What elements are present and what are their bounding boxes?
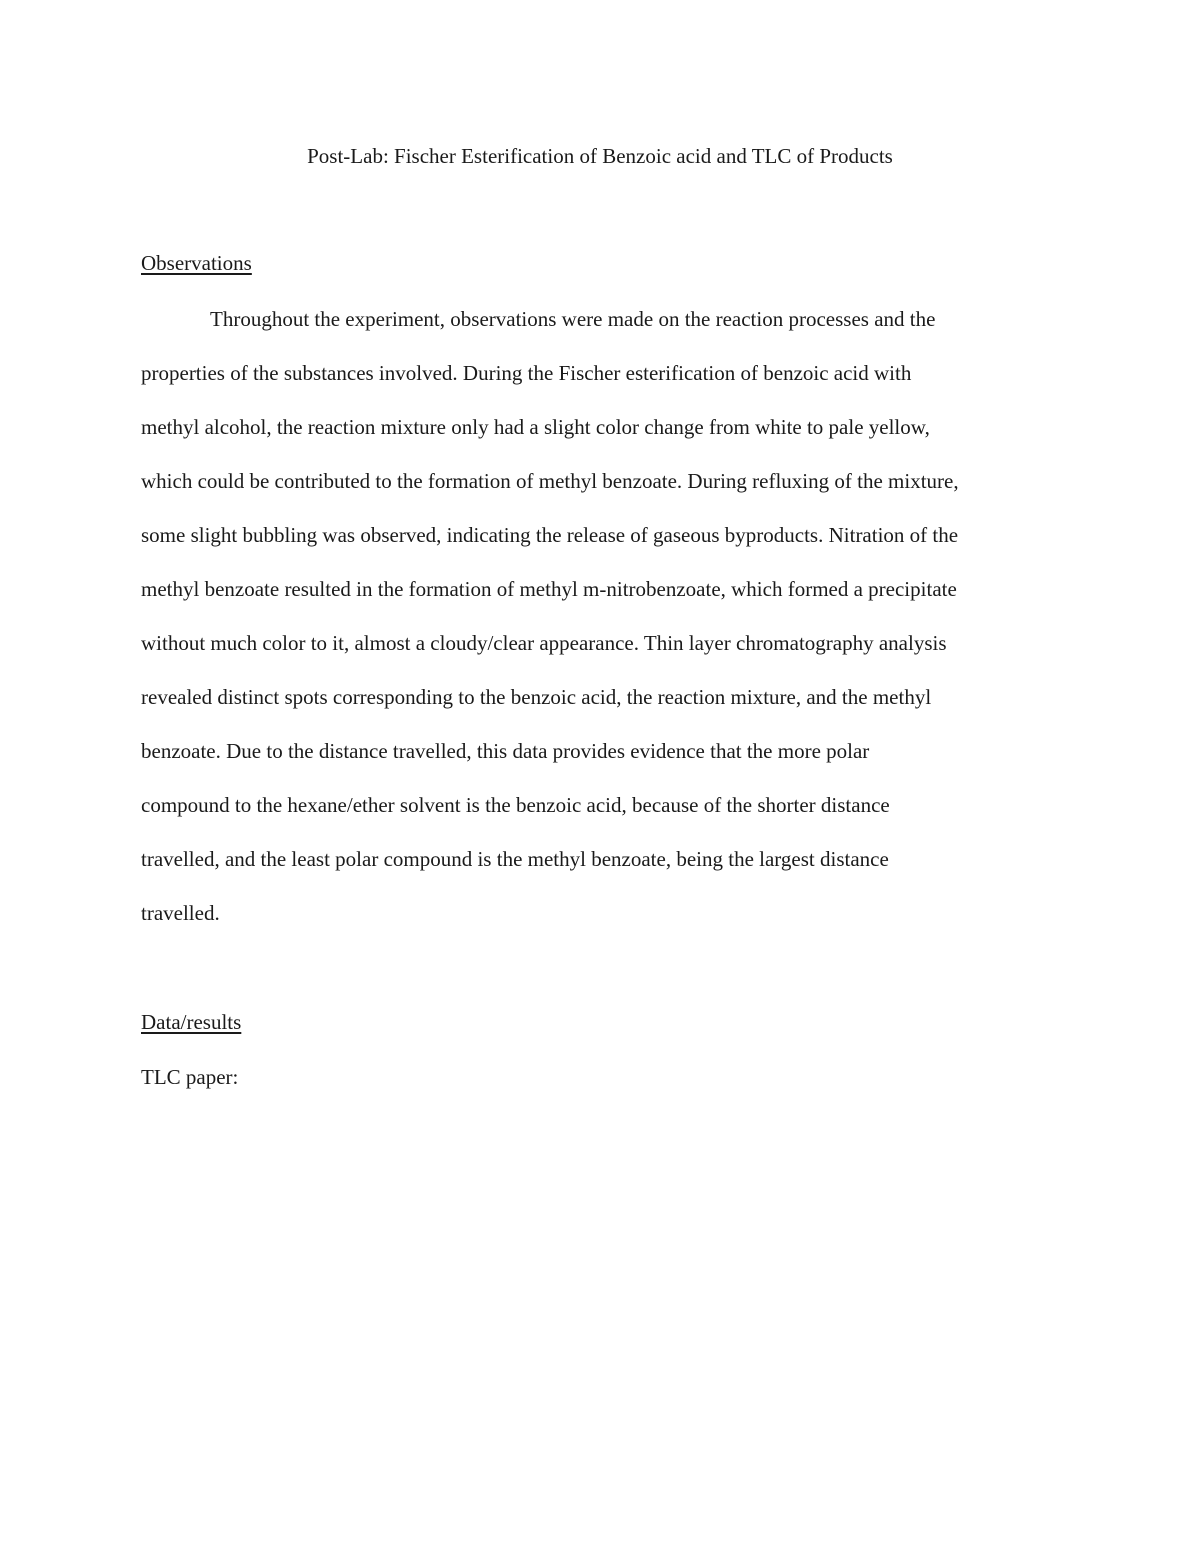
tlc-paper-label: TLC paper:	[141, 1065, 239, 1089]
paragraph-line: some slight bubbling was observed, indicating the release of gaseous byproducts. Nitration of the	[141, 523, 959, 547]
paragraph-line: benzoate. Due to the distance travelled, this data provides evidence that the more polar	[141, 739, 870, 763]
paragraph-line: methyl alcohol, the reaction mixture only had a slight color change from white to pale yellow,	[141, 415, 930, 439]
observations-heading: Observations	[141, 251, 252, 275]
paragraph-line: revealed distinct spots corresponding to the benzoic acid, the reaction mixture, and the methyl	[141, 685, 932, 709]
paragraph-line: properties of the substances involved. During the Fischer esterification of benzoic acid with	[141, 361, 912, 385]
paragraph-line: without much color to it, almost a cloudy/clear appearance. Thin layer chromatography analysis	[141, 631, 947, 655]
paragraph-line: methyl benzoate resulted in the formation of methyl m-nitrobenzoate, which formed a precipitate	[141, 577, 957, 601]
paragraph-line: Throughout the experiment, observations were made on the reaction processes and the	[210, 307, 936, 331]
paragraph-line: travelled.	[141, 901, 220, 925]
data-results-heading: Data/results	[141, 1010, 242, 1034]
paragraph-line: which could be contributed to the formation of methyl benzoate. During refluxing of the mixture,	[141, 469, 959, 493]
document-title: Post-Lab: Fischer Esterification of Benzoic acid and TLC of Products	[307, 144, 893, 168]
paragraph-line: compound to the hexane/ether solvent is the benzoic acid, because of the shorter distance	[141, 793, 890, 817]
paragraph-line: travelled, and the least polar compound is the methyl benzoate, being the largest distance	[141, 847, 889, 871]
observations-paragraph	[141, 304, 1071, 952]
